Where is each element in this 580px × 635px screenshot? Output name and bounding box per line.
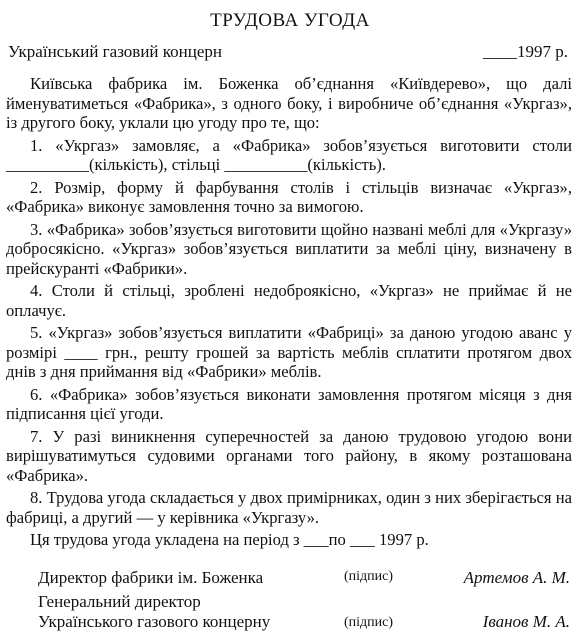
clause-5: 5. «Укргаз» зобов’язується виплатити «Фабриці» за даною угодою аванс у розмірі ____ грн., решту грошей за вартість меблів сплатити протягом двох днів з дня приймання від «Фабрики» меблів.	[6, 323, 572, 381]
party-name: Український газовий концерн	[8, 42, 223, 61]
clause-2: 2. Розмір, форму й фарбування столів і стільців визначає «Укргаз», «Фабрика» виконує замовлення точно за вимогою.	[6, 177, 572, 216]
signature-block-concern	[38, 592, 570, 632]
signature-label: (підпис)	[344, 615, 394, 630]
clause-4: 4. Столи й стільці, зроблені недоброякісно, «Укргаз» не приймає й не оплачує.	[6, 281, 572, 320]
clause-7: 7. У разі виникнення суперечностей за даною трудовою угодою вони вирішуватимуться судовими органами того району, в якому розташована «Фабрика».	[6, 426, 572, 485]
intro-paragraph: Київська фабрика ім. Боженка об’єднання «Київдерево», що далі йменуватиметься «Фабрика», з одного боку, і виробниче об’єднання «Укргаз», із другого боку, уклали цю угоду про те, що:	[6, 74, 572, 132]
document-title: ТРУДОВА УГОДА	[210, 10, 370, 31]
signature-label: (підпис)	[344, 569, 394, 584]
signatory-name: Артемов А. М.	[463, 568, 570, 587]
document-date: ____1997 р.	[483, 42, 568, 61]
agreement-body	[6, 74, 572, 550]
clause-1: 1. «Укргаз» замовляє, а «Фабрика» зобов’язується виготовити столи __________(кількість), стільці __________(кількість).	[6, 135, 572, 174]
signatory-role-line2: Українського газового концерну	[38, 612, 271, 631]
signatory-name: Іванов М. А.	[482, 612, 570, 631]
header-row	[8, 42, 568, 62]
signatory-role: Директор фабрики ім. Боженка	[38, 568, 264, 587]
signatory-role: Генеральний директор	[38, 592, 201, 611]
signature-block-factory	[38, 568, 570, 588]
clause-3: 3. «Фабрика» зобов’язується виготовити щойно названі меблі для «Укргазу» добросякісно. «Укргаз» зобов’язується виплатити за меблі ціну, визначену в прейскуранті «Фабрики».	[6, 219, 572, 278]
clause-8: 8. Трудова угода складається у двох примірниках, один з них зберігається на фабриці, а другий — у керівника «Укргазу».	[6, 488, 572, 527]
validity-period: Ця трудова угода укладена на період з ___по ___ 1997 р.	[30, 530, 429, 549]
clause-6: 6. «Фабрика» зобов’язується виконати замовлення протягом місяця з дня підписання цієї угоди.	[6, 384, 572, 423]
